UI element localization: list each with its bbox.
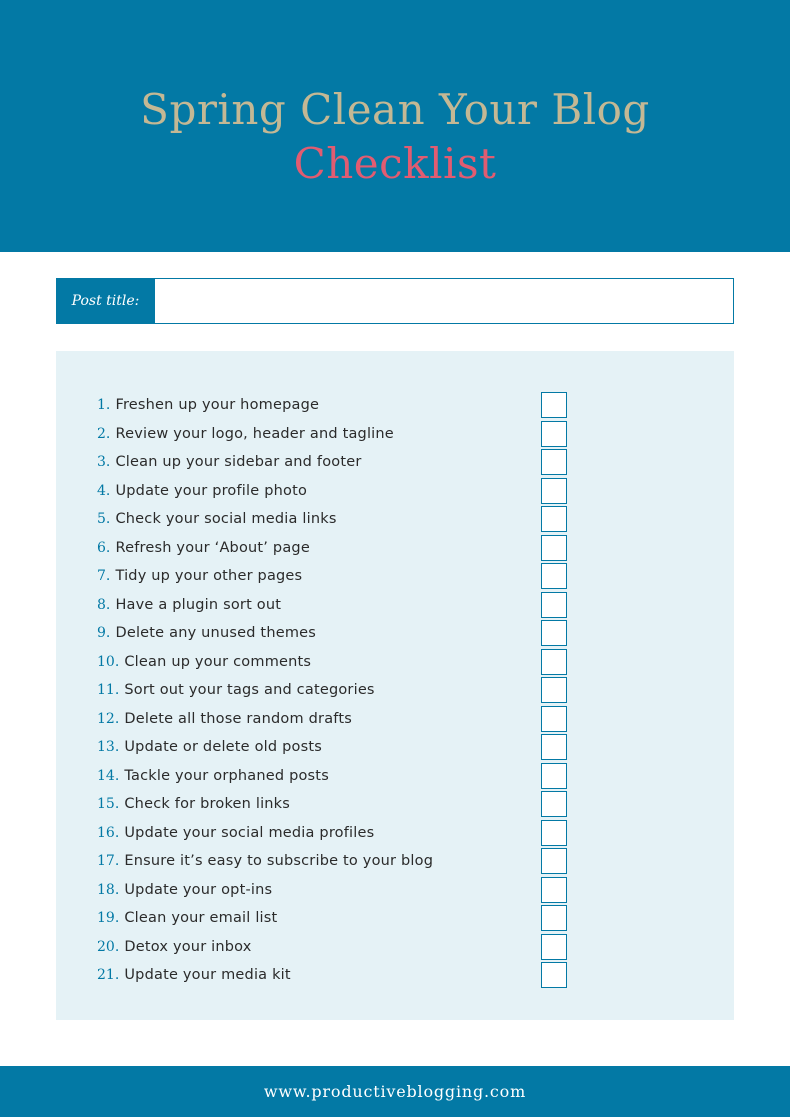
checklist-item-number: 4. bbox=[97, 482, 111, 499]
checklist-item-text bbox=[97, 790, 290, 819]
checklist-item-checkbox[interactable] bbox=[541, 592, 567, 618]
checklist-item bbox=[97, 733, 577, 762]
checklist-item-label: Detox your inbox bbox=[124, 938, 252, 955]
post-title-label: Post title: bbox=[56, 278, 155, 324]
checklist-item bbox=[97, 705, 577, 734]
footer-banner bbox=[0, 1066, 790, 1117]
checklist-item bbox=[97, 819, 577, 848]
checklist-item-label: Delete any unused themes bbox=[115, 625, 317, 641]
checklist-item-label: Update your opt-ins bbox=[124, 881, 273, 898]
checklist-item-label: Update your profile photo bbox=[115, 482, 308, 499]
checklist-item bbox=[97, 933, 577, 962]
checklist-item-checkbox[interactable] bbox=[541, 563, 567, 589]
page-subtitle: Checklist bbox=[293, 139, 497, 188]
checklist-item-text bbox=[97, 591, 281, 620]
checklist-item bbox=[97, 505, 577, 534]
checklist-item bbox=[97, 477, 577, 506]
checklist bbox=[97, 391, 577, 990]
checklist-item-label: Update or delete old posts bbox=[124, 739, 322, 755]
checklist-item-text bbox=[97, 534, 310, 563]
checklist-item bbox=[97, 420, 577, 449]
checklist-item-checkbox[interactable] bbox=[541, 934, 567, 960]
checklist-item-number: 1. bbox=[97, 397, 111, 413]
checklist-item-checkbox[interactable] bbox=[541, 535, 567, 561]
checklist-item bbox=[97, 676, 577, 705]
checklist-item-number: 21. bbox=[97, 967, 120, 983]
checklist-item-text bbox=[97, 847, 433, 876]
checklist-item bbox=[97, 534, 577, 563]
checklist-item-label: Delete all those random drafts bbox=[124, 710, 352, 727]
checklist-item-checkbox[interactable] bbox=[541, 962, 567, 988]
checklist-item-number: 16. bbox=[97, 824, 120, 841]
checklist-item-label: Tidy up your other pages bbox=[115, 568, 303, 584]
checklist-item bbox=[97, 762, 577, 791]
checklist-item-number: 17. bbox=[97, 853, 120, 869]
checklist-item-text bbox=[97, 505, 337, 534]
checklist-item-number: 8. bbox=[97, 596, 111, 613]
checklist-item-number: 19. bbox=[97, 910, 120, 926]
checklist-item-label: Review your logo, header and tagline bbox=[115, 425, 394, 442]
checklist-item-label: Ensure it’s easy to subscribe to your blog bbox=[124, 853, 434, 869]
checklist-item bbox=[97, 790, 577, 819]
checklist-item-text bbox=[97, 876, 272, 905]
checklist-item bbox=[97, 562, 577, 591]
checklist-item-label: Check your social media links bbox=[115, 511, 337, 527]
checklist-item-number: 14. bbox=[97, 767, 120, 784]
checklist-item-text bbox=[97, 391, 319, 420]
checklist-item-checkbox[interactable] bbox=[541, 734, 567, 760]
checklist-item-number: 9. bbox=[97, 625, 111, 641]
checklist-item-checkbox[interactable] bbox=[541, 421, 567, 447]
checklist-item bbox=[97, 847, 577, 876]
checklist-item-number: 6. bbox=[97, 539, 111, 556]
checklist-item-number: 15. bbox=[97, 796, 120, 812]
checklist-item-checkbox[interactable] bbox=[541, 649, 567, 675]
checklist-item-text bbox=[97, 819, 374, 848]
checklist-item-text bbox=[97, 904, 277, 933]
checklist-item-text bbox=[97, 562, 302, 591]
checklist-item-label: Freshen up your homepage bbox=[115, 397, 320, 413]
checklist-item-label: Have a plugin sort out bbox=[115, 596, 282, 613]
checklist-item bbox=[97, 961, 577, 990]
checklist-item bbox=[97, 876, 577, 905]
checklist-item-number: 13. bbox=[97, 739, 120, 755]
checklist-item bbox=[97, 591, 577, 620]
checklist-item-text bbox=[97, 762, 329, 791]
checklist-item-checkbox[interactable] bbox=[541, 478, 567, 504]
checklist-item-text bbox=[97, 961, 291, 990]
checklist-item-number: 10. bbox=[97, 653, 120, 670]
page-title: Spring Clean Your Blog bbox=[140, 85, 650, 134]
checklist-item-label: Clean up your sidebar and footer bbox=[115, 454, 362, 470]
post-title-input[interactable] bbox=[155, 278, 734, 324]
checklist-item bbox=[97, 904, 577, 933]
checklist-item-number: 5. bbox=[97, 511, 111, 527]
header-banner bbox=[0, 0, 790, 252]
checklist-item-label: Clean your email list bbox=[124, 910, 278, 926]
post-title-row bbox=[56, 278, 734, 324]
checklist-item-number: 2. bbox=[97, 425, 111, 442]
checklist-item bbox=[97, 648, 577, 677]
checklist-item-checkbox[interactable] bbox=[541, 677, 567, 703]
checklist-item-number: 20. bbox=[97, 938, 120, 955]
checklist-item-text bbox=[97, 705, 352, 734]
checklist-item bbox=[97, 619, 577, 648]
checklist-item-number: 11. bbox=[97, 682, 120, 698]
checklist-item-number: 12. bbox=[97, 710, 120, 727]
checklist-item bbox=[97, 448, 577, 477]
checklist-item-checkbox[interactable] bbox=[541, 791, 567, 817]
footer-url[interactable]: www.productiveblogging.com bbox=[263, 1082, 527, 1101]
checklist-item-label: Clean up your comments bbox=[124, 653, 312, 670]
checklist-item-label: Update your media kit bbox=[124, 967, 291, 983]
checklist-item-label: Update your social media profiles bbox=[124, 824, 375, 841]
checklist-item-label: Refresh your ‘About’ page bbox=[115, 539, 310, 556]
checklist-item-checkbox[interactable] bbox=[541, 763, 567, 789]
checklist-item-text bbox=[97, 619, 316, 648]
checklist-panel bbox=[56, 351, 734, 1020]
checklist-item-checkbox[interactable] bbox=[541, 506, 567, 532]
checklist-item-text bbox=[97, 733, 322, 762]
checklist-item-number: 7. bbox=[97, 568, 111, 584]
checklist-item-checkbox[interactable] bbox=[541, 905, 567, 931]
checklist-item-checkbox[interactable] bbox=[541, 877, 567, 903]
checklist-item-number: 3. bbox=[97, 454, 111, 470]
checklist-item-text bbox=[97, 648, 311, 677]
checklist-item-text bbox=[97, 420, 394, 449]
checklist-item bbox=[97, 391, 577, 420]
checklist-item-text bbox=[97, 477, 307, 506]
checklist-item-checkbox[interactable] bbox=[541, 620, 567, 646]
checklist-item-label: Sort out your tags and categories bbox=[124, 682, 375, 698]
checklist-item-number: 18. bbox=[97, 881, 120, 898]
checklist-item-checkbox[interactable] bbox=[541, 392, 567, 418]
checklist-item-text bbox=[97, 933, 252, 962]
checklist-item-checkbox[interactable] bbox=[541, 706, 567, 732]
checklist-item-label: Check for broken links bbox=[124, 796, 291, 812]
checklist-item-text bbox=[97, 448, 362, 477]
checklist-item-label: Tackle your orphaned posts bbox=[124, 767, 329, 784]
checklist-item-checkbox[interactable] bbox=[541, 848, 567, 874]
checklist-item-checkbox[interactable] bbox=[541, 820, 567, 846]
checklist-item-checkbox[interactable] bbox=[541, 449, 567, 475]
checklist-item-text bbox=[97, 676, 375, 705]
